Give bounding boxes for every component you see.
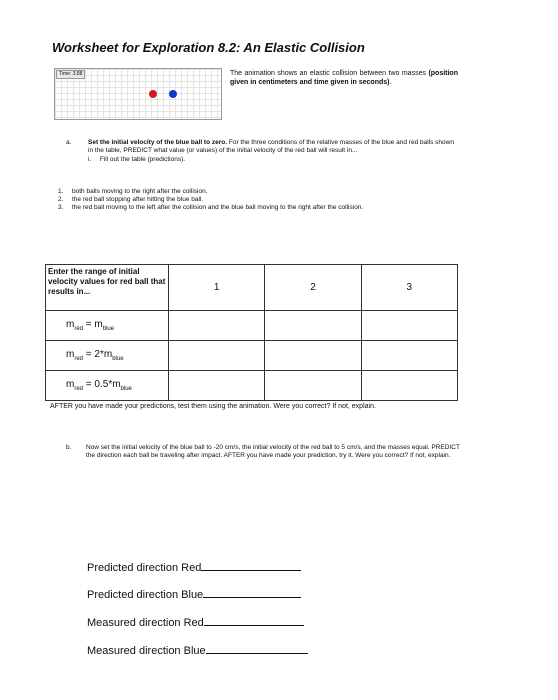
list-item: 3. the red ball moving to the left after the collision and the blue ball moving to the right after the collision. <box>58 204 364 211</box>
list-item: 2. the red ball stopping after hitting the blue ball. <box>58 196 204 203</box>
table-cell[interactable] <box>169 341 265 371</box>
blue-ball[interactable] <box>169 90 177 98</box>
table-cell[interactable] <box>169 311 265 341</box>
table-cell[interactable] <box>169 371 265 401</box>
sub-marker: i. <box>88 156 92 163</box>
time-label: Time: <box>59 71 72 77</box>
animation-description: The animation shows an elastic collision between two masses (position given in centimeters and time given in seconds). <box>230 70 458 86</box>
answer-blank[interactable] <box>204 615 304 626</box>
table-cell[interactable] <box>361 371 457 401</box>
sub-text: Fill out the table (predictions). <box>99 156 186 163</box>
part-a-marker: a. <box>66 139 72 146</box>
time-readout <box>56 70 85 79</box>
predicted-red-line: Predicted direction Red <box>87 560 301 574</box>
table-cell[interactable] <box>265 311 361 341</box>
row-label: $m_{red} = 0.5*m_{blue}$ <box>46 371 169 401</box>
row-label: $m_{red} = m_{blue}$ <box>46 311 169 341</box>
part-a-bold: Set the initial velocity of the blue ball to zero. <box>88 139 228 146</box>
part-b-marker: b. <box>66 444 72 451</box>
table-header: Enter the range of initial velocity values for red ball that results in... <box>46 265 169 311</box>
part-a-text: For the three conditions of the relative masses of the blue and red balls shown in the table, PREDICT what value (or values) of the initial velocity of the red ball will result in... <box>88 139 454 154</box>
prediction-table <box>45 264 458 401</box>
answer-blank[interactable] <box>206 643 308 654</box>
table-row <box>46 341 458 371</box>
table-row <box>46 311 458 341</box>
table-cell[interactable] <box>361 311 457 341</box>
part-b <box>66 444 460 460</box>
column-header-3: 3 <box>361 265 457 311</box>
animation-canvas[interactable] <box>54 68 222 120</box>
column-header-1: 1 <box>169 265 265 311</box>
page-title: Worksheet for Exploration 8.2: An Elastic Collision <box>52 40 365 55</box>
list-item: 1. both balls moving to the right after the collision. <box>58 188 208 195</box>
measured-red-line: Measured direction Red <box>87 615 304 629</box>
after-instructions: AFTER you have made your predictions, test them using the animation. Were you correct? If not, explain. <box>50 403 376 410</box>
table-cell[interactable] <box>361 341 457 371</box>
column-header-2: 2 <box>265 265 361 311</box>
part-a <box>66 139 458 164</box>
condition-list <box>58 188 448 212</box>
time-value: 3.88 <box>72 71 83 77</box>
answer-blank[interactable] <box>203 587 301 598</box>
measured-blue-line: Measured direction Blue <box>87 643 308 657</box>
answer-blank[interactable] <box>201 560 301 571</box>
part-b-text: Now set the initial velocity of the blue ball to -20 cm/s, the initial velocity of the red ball to 5 cm/s, and the masses equal. PREDICT the direction each ball be traveling after impact. AFTER you have made your prediction, try it. Were you correct? If not, explain. <box>86 444 460 459</box>
predicted-blue-line: Predicted direction Blue <box>87 587 301 601</box>
table-cell[interactable] <box>265 341 361 371</box>
table-row <box>46 371 458 401</box>
row-label: $m_{red} = 2*m_{blue}$ <box>46 341 169 371</box>
red-ball[interactable] <box>149 90 157 98</box>
table-cell[interactable] <box>265 371 361 401</box>
